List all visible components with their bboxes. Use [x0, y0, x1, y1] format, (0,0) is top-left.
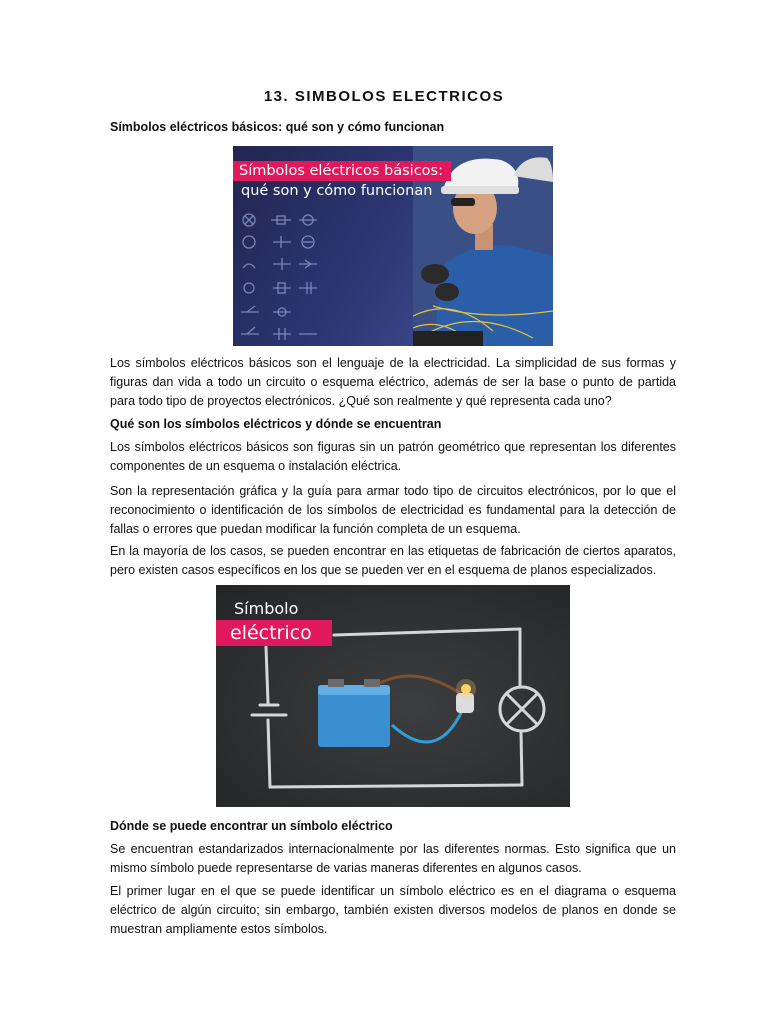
page-title: 13. SIMBOLOS ELECTRICOS: [263, 88, 505, 105]
section-heading-what-are-symbols: Qué son los símbolos eléctricos y dónde se encuentran: [110, 417, 442, 431]
image-label-symbol: Símbolo: [234, 599, 299, 618]
image-label-electric: eléctrico: [230, 622, 312, 644]
symbol-grid-icon: [233, 206, 363, 346]
paragraph-representation: Son la representación gráfica y la guía para armar todo tipo de circuitos electrónicos, por lo que el reconocimiento o identificación de los símbolos de electricidad es fundamental para la detección de fallas o errores que puedan modificar la función completa de un esquema.: [110, 484, 676, 536]
paragraph-definition: Los símbolos eléctricos básicos son figuras sin un patrón geométrico que representan los diferentes componentes de un esquema o instalación eléctrica.: [110, 440, 676, 473]
header-image-electrician: [233, 146, 553, 346]
circuit-drawing: [216, 585, 570, 807]
paragraph-first-place: El primer lugar en el que se puede identificar un símbolo eléctrico es en el diagrama o esquema eléctrico de algún circuito; sin embargo, también existen diversos modelos de planos en donde se muestran ampliamente estos símbolos.: [110, 884, 676, 936]
chalkboard-circuit-image: [216, 585, 570, 807]
paragraph-labels: En la mayoría de los casos, se pueden encontrar en las etiquetas de fabricación de ciertos aparatos, pero existen casos específicos en los que se pueden ver en el esquema de planos especializados.: [110, 544, 676, 577]
section-heading-where-found: Dónde se puede encontrar un símbolo eléctrico: [110, 819, 393, 833]
image-banner-line2: qué son y cómo funcionan: [241, 183, 433, 199]
paragraph-standards: Se encuentran estandarizados internacionalmente por las diferentes normas. Esto significa que un mismo símbolo puede representarse de varias maneras diferentes en algunos casos.: [110, 842, 676, 875]
section-heading-basic-symbols: Símbolos eléctricos básicos: qué son y cómo funcionan: [110, 120, 445, 134]
paragraph-intro: Los símbolos eléctricos básicos son el lenguaje de la electricidad. La simplicidad de sus formas y figuras dan vida a todo un circuito o esquema eléctrico, además de ser la base o punto de partida para todo tipo de proyectos electrónicos. ¿Qué son realmente y qué representa cada uno?: [110, 356, 676, 408]
image-banner-line1: Símbolos eléctricos básicos:: [233, 161, 451, 181]
